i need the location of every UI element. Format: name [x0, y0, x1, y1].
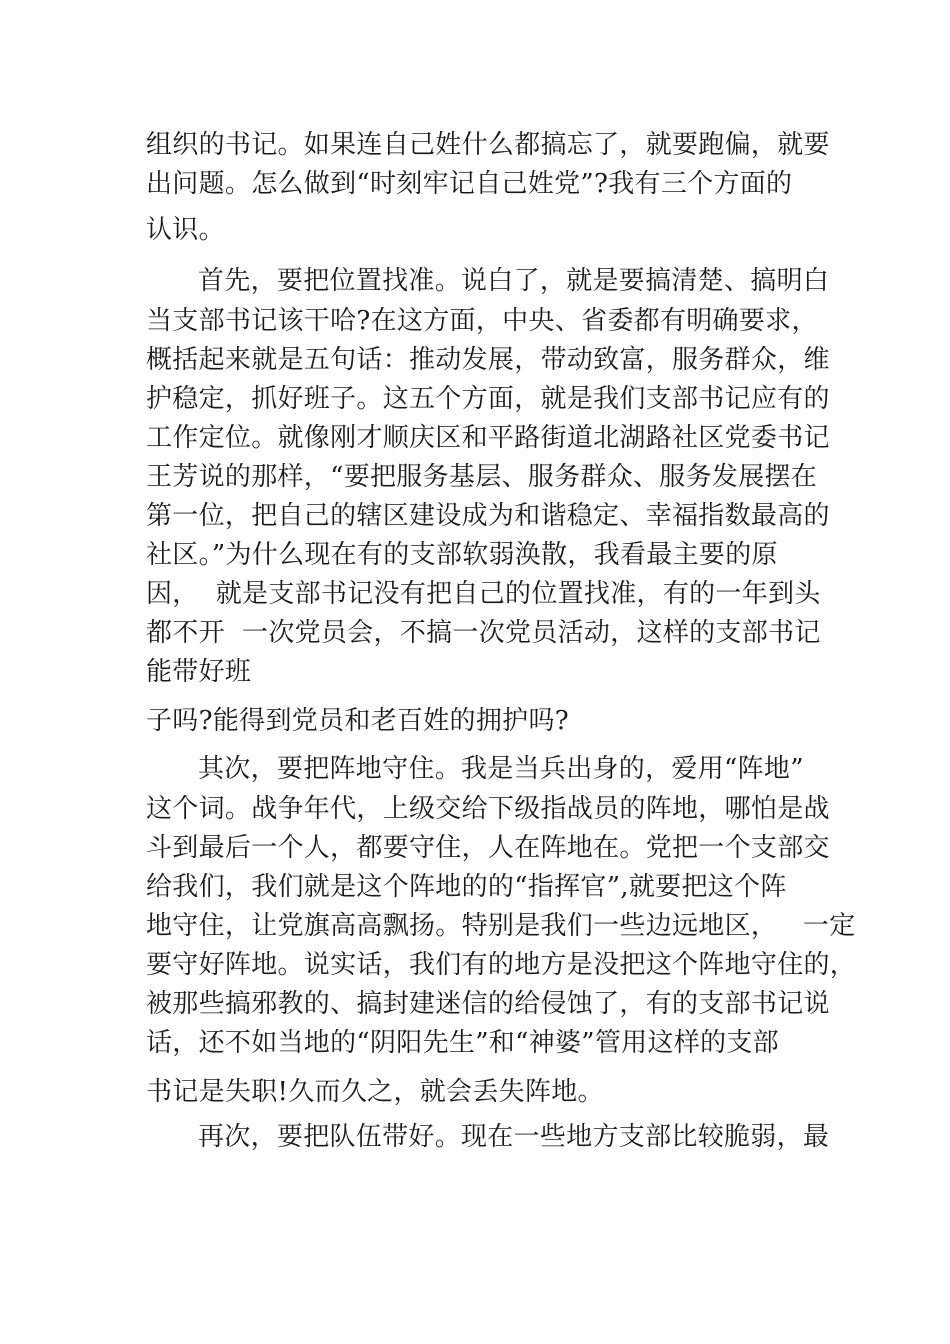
text-line: 能带好班 [146, 657, 252, 687]
text-line: 因， 就是支部书记没有把自己的位置找准，有的一年到头 [146, 579, 821, 609]
text-line: 书记是失职!久而久之，就会丢失阵地。 [146, 1077, 604, 1107]
text-line: 工作定位。就像刚才顺庆区和平路街道北湖路社区党委书记 [146, 423, 830, 453]
text-line: 地守住，让党旗高高飘扬。特别是我们一些边远地区， 一定 [146, 911, 856, 941]
text-line: 给我们，我们就是这个阵地的的“指挥官”,就要把这个阵 [146, 872, 787, 902]
text-line: 第一位，把自己的辖区建设成为和谐稳定、幸福指数最高的 [146, 501, 830, 531]
paragraph-start-line: 首先，要把位置找准。说白了，就是要搞清楚、搞明白 [198, 266, 830, 296]
text-line: 要守好阵地。说实话，我们有的地方是没把这个阵地守住的， [146, 950, 857, 980]
text-line: 斗到最后一个人，都要守住，人在阵地在。党把一个支部交 [146, 833, 830, 863]
paragraph-start-line: 其次，要把阵地守住。我是当兵出身的，爱用“阵地” [198, 754, 804, 784]
text-line: 都不开 一次党员会，不搞一次党员活动，这样的支部书记 [146, 618, 821, 648]
text-line: 被那些搞邪教的、搞封建迷信的给侵蚀了，有的支部书记说 [146, 989, 830, 1019]
text-line: 认识。 [146, 215, 225, 245]
text-line: 组织的书记。如果连自己姓什么都搞忘了，就要跑偏，就要 [146, 130, 830, 160]
text-line: 当支部书记该干哈?在这方面，中央、省委都有明确要求， [146, 306, 818, 336]
text-line: 社区。”为什么现在有的支部软弱涣散，我看最主要的原 [146, 540, 778, 570]
paragraph-start-line: 再次，要把队伍带好。现在一些地方支部比较脆弱，最 [198, 1122, 830, 1152]
text-line: 概括起来就是五句话：推动发展，带动致富，服务群众，维 [146, 345, 830, 375]
text-line: 子吗?能得到党员和老百姓的拥护吗? [146, 706, 569, 736]
text-line: 王芳说的那样，“要把服务基层、服务群众、服务发展摆在 [146, 462, 818, 492]
text-line: 话，还不如当地的“阴阳先生”和“神婆”管用这样的支部 [146, 1028, 779, 1058]
text-line: 出问题。怎么做到“时刻牢记自己姓党”?我有三个方面的 [146, 169, 793, 199]
text-line: 护稳定，抓好班子。这五个方面，就是我们支部书记应有的 [146, 384, 830, 414]
text-line: 这个词。战争年代，上级交给下级指战员的阵地，哪怕是战 [146, 794, 830, 824]
